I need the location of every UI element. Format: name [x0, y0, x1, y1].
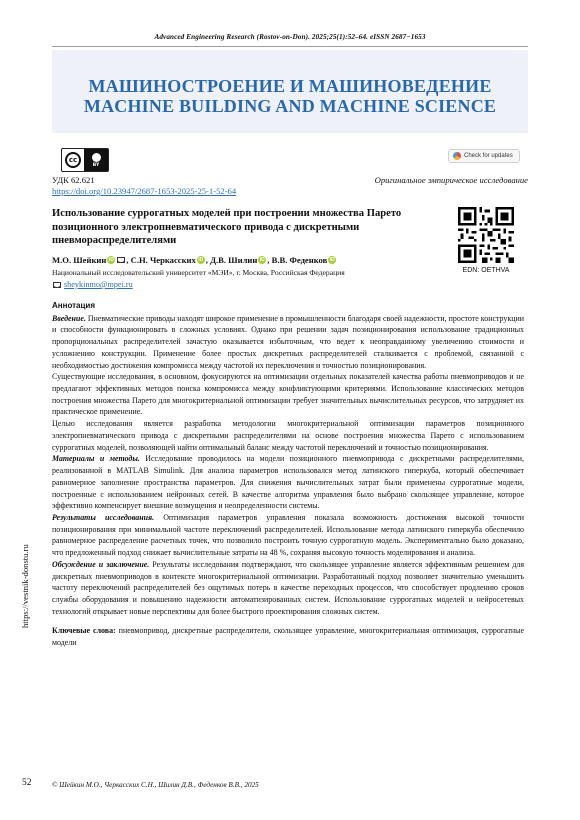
article-title: Использование суррогатных моделей при построении множества Парето позиционного электропневматического привода с дискретными пневмораспределителями: [52, 208, 402, 246]
check-for-updates-label: Check for updates: [464, 153, 513, 159]
results-label: Результаты исследования.: [52, 512, 155, 522]
cc-icon: cc: [65, 152, 81, 168]
author-name: С.Н. Черкасских: [130, 255, 196, 265]
keywords: [52, 625, 524, 648]
cc-by-license-badge[interactable]: [61, 148, 109, 172]
author-name: В.В. Феденков: [271, 255, 328, 265]
keywords-label: Ключевые слова:: [52, 626, 116, 636]
udk-code: УДК 62.621: [52, 175, 95, 185]
methods-text: Исследование проводилось на модели позиционного пневмопривода с дискретными распределителями, реализованной в MATLAB Simulink. Для анализа параметров использовался метод латинского гиперкуба, который обеспечивает равномерное заполнение пространства параметров. Для снижения вычислительных затрат были применены суррогатные модели, построенные с использованием нейронных сетей. В качестве алгоритма управления было выбрано скользящее управление, которое эффективно компенсирует внешние возмущения и неопределенности системы.: [52, 454, 525, 511]
intro-text: Пневматические приводы находят широкое применение в промышленности благодаря своей надежности, простоте конструкции и способности функционировать в сложных условиях. Однако при решении задач позиционирования использование традиционных пропорциональных распределителей зачастую оказывается избыточным, что ведет к неоправданному увеличению стоимости и усложнению конструкции. Применение более простых дискретных распределителей сталкивается с проблемой, связанной с необходимостью достижения компромисса между частотой их переключения и точностью позиционирования.: [52, 313, 524, 370]
envelope-icon: [117, 257, 125, 263]
envelope-icon: [53, 282, 61, 288]
orcid-icon[interactable]: iD: [329, 257, 335, 263]
orcid-icon[interactable]: iD: [198, 257, 204, 263]
by-label: BY: [92, 162, 100, 168]
attribution-icon: [92, 153, 101, 162]
contact-email: [52, 280, 133, 289]
check-for-updates-button[interactable]: [448, 149, 520, 163]
abstract: [52, 300, 524, 649]
discussion-label: Обсуждение и заключение.: [52, 559, 150, 569]
qr-code-icon: [458, 207, 514, 263]
methods-label: Материалы и методы.: [52, 454, 140, 464]
edn-code: EDN: OETHVA: [462, 267, 510, 274]
author-name: Д.В. Шилин: [210, 255, 258, 265]
email-link[interactable]: sheykinmo@mpei.ru: [64, 280, 133, 289]
doi-link[interactable]: https://doi.org/10.23947/2687-1653-2025-25-1-52-64: [52, 186, 237, 196]
orcid-icon[interactable]: iD: [108, 257, 114, 263]
intro-label: Введение.: [52, 313, 86, 323]
author-separator: ,: [205, 255, 211, 265]
abstract-methods: [52, 453, 524, 512]
author-list: [52, 255, 337, 265]
author-separator: ,: [267, 255, 272, 265]
orcid-icon[interactable]: iD: [259, 257, 265, 263]
results-text: Оптимизация параметров управления показала возможность достижения высокой точности позиционирования при минимальной частоте переключений распределителей. Использование метода латинского гиперкуба обеспечило равномерное распределение расчетных точек, что позволило построить точную суррогатную модель. Экспериментально было доказано, что предложенный подход снижает вычислительные затраты на 48 %, сохраняя высокую точность моделирования и анализа.: [52, 512, 524, 558]
section-title-ru: МАШИНОСТРОЕНИЕ И МАШИНОВЕДЕНИЕ: [88, 76, 492, 96]
abstract-intro: [52, 313, 524, 372]
abstract-paragraph: Существующие исследования, в основном, фокусируются на оптимизации отдельных показателей качества работы пневмоприводов и не предлагают эффективных методов поиска компромисса между конфликтующими критериями. Использование классических методов построения множества Парето для многокритериальной оптимизации требует значительных вычислительных ресурсов, что затрудняет их практическое применение.: [52, 372, 524, 417]
journal-header: Advanced Engineering Research (Rostov-on-Don). 2025;25(1):52–64. eISSN 2687−1653: [154, 33, 426, 41]
keywords-text: пневмопривод, дискретные распределители, скользящее управление, многокритериальная оптимизация, суррогатные модели: [52, 626, 525, 648]
author-separator: ,: [126, 255, 131, 265]
author-name: М.О. Шейкин: [52, 255, 107, 265]
website-url[interactable]: https://vestnik-donstu.ru: [20, 544, 30, 628]
abstract-heading: Аннотация: [52, 301, 95, 310]
crossmark-icon: [453, 152, 461, 160]
page-number: 52: [22, 778, 32, 788]
abstract-discussion: [52, 559, 524, 618]
section-title-en: MACHINE BUILDING AND MACHINE SCIENCE: [83, 96, 497, 116]
affiliation: Национальный исследовательский университет «МЭИ», г. Москва, Российская Федерация: [52, 268, 345, 277]
abstract-results: [52, 512, 524, 559]
discussion-text: Результаты исследования подтверждают, что скользящее управление является эффективным решением для дискретных пневмоприводов в контексте многокритериальной оптимизации. Разработанный подход позволяет значительно уменьшить частоту переключений распределителей без ощутимых потерь в качестве переходных процессов, что способствует продлению сроков службы оборудования и повышению надежности автоматизированных систем. Использование суррогатных моделей и нейросетевых технологий открывает новые перспективы для более быстрого проектирования сложных систем.: [52, 559, 524, 616]
article-type: Оригинальное эмпирическое исследование: [374, 175, 528, 185]
copyright-footer: © Шейкин М.О., Черкасских С.Н., Шилин Д.В., Феденков В.В., 2025: [52, 781, 259, 789]
abstract-paragraph: Целью исследования является разработка методологии многокритериальной оптимизации параметров позиционного электропневматического привода с дискретными распределителями на основе построения множества Парето с использованием суррогатных моделей, позволяющей найти оптимальный баланс между частотой переключений и точностью позиционирования.: [52, 419, 524, 452]
header-divider: [52, 46, 528, 47]
